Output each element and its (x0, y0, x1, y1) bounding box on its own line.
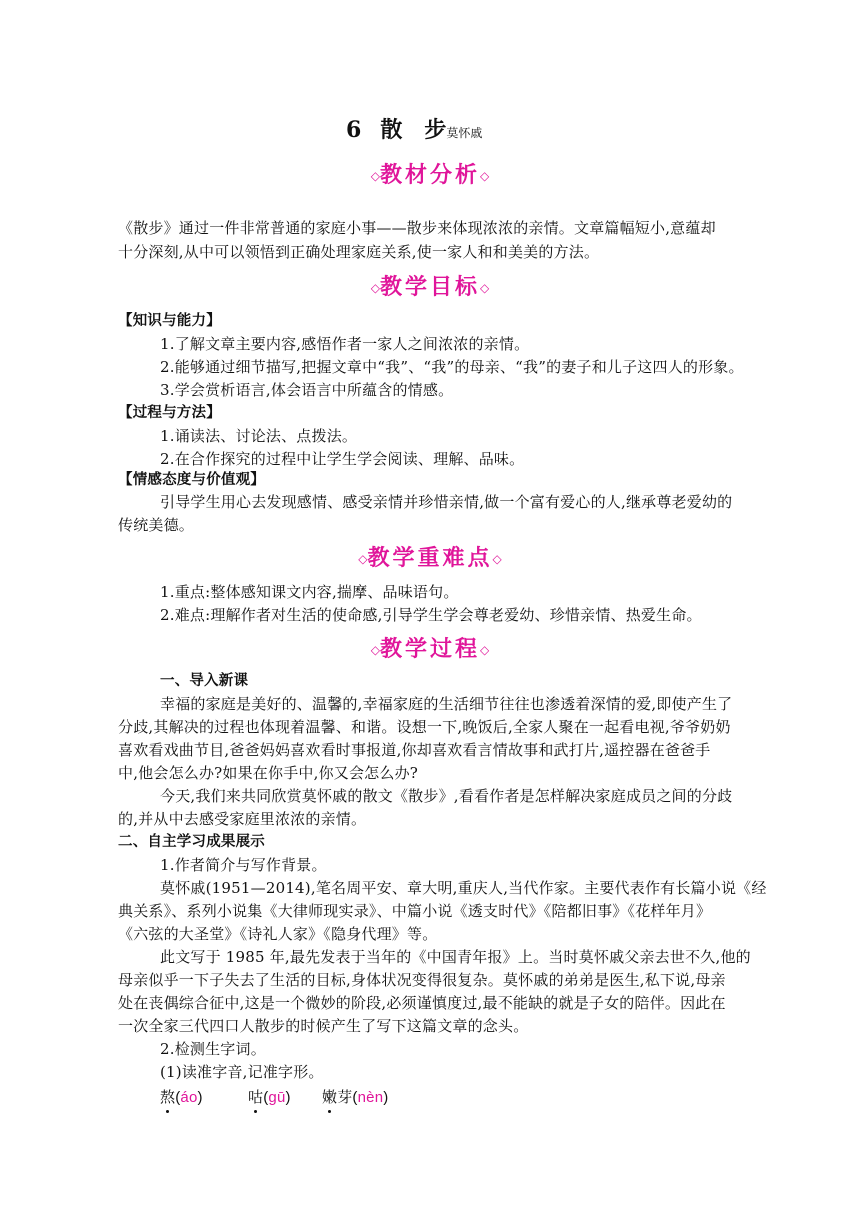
diamond-icon: ◇ (480, 281, 490, 295)
list-item: 1.诵读法、讨论法、点拨法。 (160, 427, 358, 445)
section-title-objectives (0, 270, 860, 301)
subheading-intro: 一、导入新课 (160, 673, 249, 689)
vocab-item: 咕(gū) (248, 1085, 291, 1110)
subheading-knowledge: 【知识与能力】 (118, 313, 221, 329)
vocab-pinyin: nèn (357, 1089, 384, 1106)
vocab-char: 咕 (248, 1085, 263, 1109)
paragraph-line: 此文写于 1985 年,最先发表于当年的《中国青年报》上。当时莫怀戚父亲去世不久,他的 (160, 948, 751, 966)
paragraph-line: 《散步》通过一件非常普通的家庭小事——散步来体现浓浓的亲情。文章篇幅短小,意蕴却 (118, 219, 716, 237)
section-title-text: 教学重难点 (367, 545, 493, 571)
lesson-title (346, 113, 482, 144)
diamond-icon: ◇ (370, 169, 380, 183)
list-item: 2.能够通过细节描写,把握文章中“我”、“我”的母亲、“我”的妻子和儿子这四人的形象。 (160, 358, 744, 376)
paragraph-line: 引导学生用心去发现感情、感受亲情并珍惜亲情,做一个富有爱心的人,继承尊老爱幼的 (160, 493, 733, 511)
paragraph-line: 母亲似乎一下子失去了生活的目标,身体状况变得很复杂。莫怀戚的弟弟是医生,私下说,母亲 (118, 971, 726, 989)
section-title-text: 教材分析 (379, 162, 480, 188)
diamond-icon: ◇ (358, 552, 368, 566)
subheading-method: 【过程与方法】 (118, 405, 221, 421)
section-title-key-points (0, 541, 860, 572)
list-item: 3.学会赏析语言,体会语言中所蕴含的情感。 (160, 381, 454, 399)
section-title-text: 教学目标 (379, 274, 480, 300)
paragraph-line: 的,并从中去感受家庭里浓浓的亲情。 (118, 810, 367, 828)
subheading-self-study: 二、自主学习成果展示 (118, 834, 265, 850)
list-item: 2.检测生字词。 (160, 1040, 266, 1058)
vocab-char: 熬 (160, 1085, 175, 1109)
vocab-char: 芽 (337, 1088, 353, 1106)
list-item: 2.难点:理解作者对生活的使命感,引导学生学会尊老爱幼、珍惜亲情、热爱生命。 (160, 606, 702, 624)
diamond-icon: ◇ (480, 643, 490, 657)
diamond-icon: ◇ (370, 643, 380, 657)
vocab-char-marked: 嫩 (322, 1085, 337, 1109)
list-item: (1)读准字音,记准字形。 (160, 1063, 324, 1081)
paragraph-line: 《六弦的大圣堂》《诗礼人家》《隐身代理》等。 (118, 925, 438, 943)
paragraph-line: 一次全家三代四口人散步的时候产生了写下这篇文章的念头。 (118, 1017, 529, 1035)
section-title-process (0, 632, 860, 663)
vocab-pinyin: gū (268, 1089, 286, 1106)
paragraph-line: 莫怀戚(1951—2014),笔名周平安、章大明,重庆人,当代作家。主要代表作有长篇小说《经 (160, 879, 767, 897)
paragraph-line: 幸福的家庭是美好的、温馨的,幸福家庭的生活细节往往也渗透着深情的爱,即使产生了 (160, 695, 733, 713)
list-item: 1.作者简介与写作背景。 (160, 856, 327, 874)
author-name: 莫怀戚 (446, 126, 483, 140)
paragraph-line: 典关系》、系列小说集《大律师现实录》、中篇小说《透支时代》《陪都旧事》《花样年月》 (118, 902, 712, 920)
paragraph-line: 中,他会怎么办?如果在你手中,你又会怎么办? (118, 764, 419, 782)
lesson-number: 6 (346, 117, 362, 143)
list-item: 1.重点:整体感知课文内容,揣摩、品味语句。 (160, 583, 459, 601)
paragraph-line: 分歧,其解决的过程也体现着温馨、和谐。设想一下,晚饭后,全家人聚在一起看电视,爷爷奶奶 (118, 718, 731, 736)
paragraph-line: 传统美德。 (118, 516, 195, 534)
diamond-icon: ◇ (492, 552, 502, 566)
lesson-title-text: 散 步 (380, 117, 447, 143)
section-title-analysis (0, 158, 860, 189)
list-item: 2.在合作探究的过程中让学生学会阅读、理解、品味。 (160, 450, 525, 468)
vocab-pinyin: áo (180, 1089, 198, 1106)
paragraph-line: 处在丧偶综合征中,这是一个微妙的阶段,必须谨慎度过,最不能缺的就是子女的陪伴。因此在 (118, 994, 726, 1012)
subheading-emotion: 【情感态度与价值观】 (118, 472, 265, 488)
paragraph-line: 喜欢看戏曲节目,爸爸妈妈喜欢看时事报道,你却喜欢看言情故事和武打片,遥控器在爸爸手 (118, 741, 711, 759)
vocab-item: 嫩芽(nèn) (322, 1085, 388, 1110)
paragraph-line: 今天,我们来共同欣赏莫怀戚的散文《散步》,看看作者是怎样解决家庭成员之间的分歧 (160, 787, 733, 805)
paragraph-line: 十分深刻,从中可以领悟到正确处理家庭关系,使一家人和和美美的方法。 (118, 243, 600, 261)
vocab-item: 熬(áo) (160, 1085, 203, 1110)
diamond-icon: ◇ (370, 281, 380, 295)
section-title-text: 教学过程 (379, 636, 480, 662)
list-item: 1.了解文章主要内容,感悟作者一家人之间浓浓的亲情。 (160, 335, 530, 353)
diamond-icon: ◇ (480, 169, 490, 183)
